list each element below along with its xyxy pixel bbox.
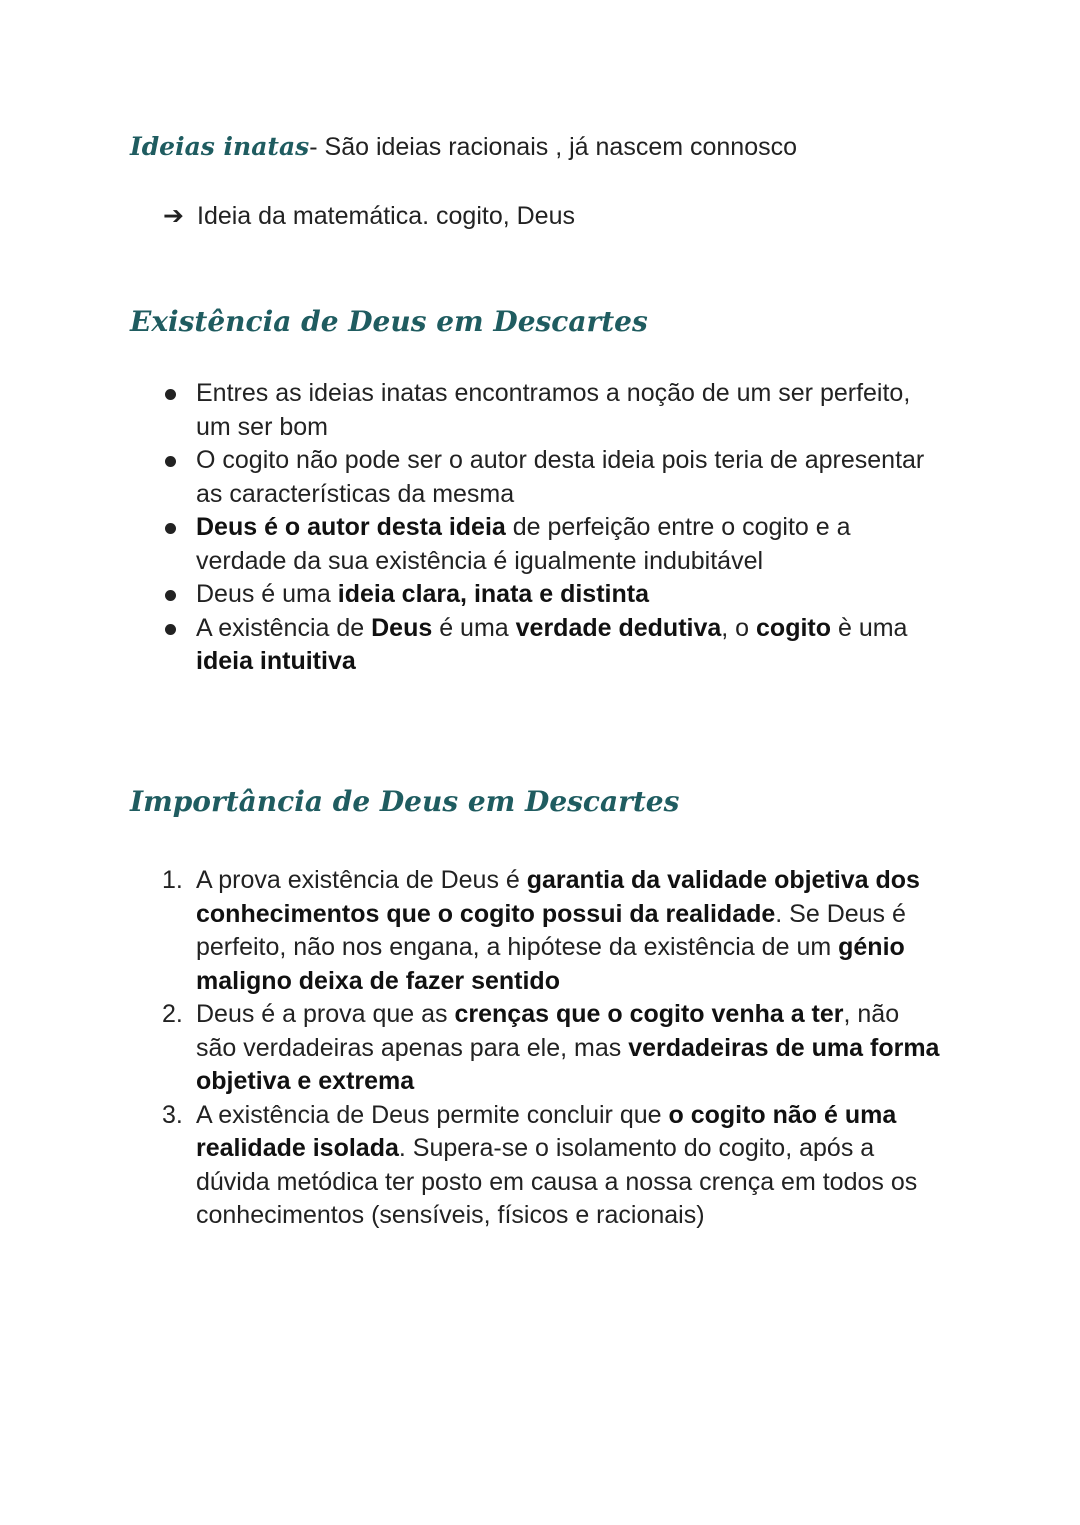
intro-line [130,130,1080,164]
text-run: Entres as ideias inatas encontramos a noção de um ser perfeito, um ser bom [196,379,911,441]
bullet-item [196,377,946,444]
numbered-item [162,864,946,998]
item-number: 1. [162,866,183,894]
bold-text: Deus [371,613,433,642]
bold-text: o cogito não é uma realidade isolada [196,1100,897,1162]
bold-text: verdadeiras de uma forma objetiva e extrema [196,1033,940,1095]
bullet-item [196,444,946,511]
bold-text: garantia da validade objetiva dos conhecimentos que o cogito possui da realidade [196,866,920,928]
bold-text: ideia clara, inata e distinta [337,580,649,608]
arrow-item-text: Ideia da matemática. cogito, Deus [197,202,575,230]
bullet-item [196,511,946,578]
text-run: Deus é uma [196,580,338,608]
bullet-list [196,377,946,679]
bullet-dot-icon [165,523,176,534]
bold-text: génio maligno deixa de fazer sentido [196,933,905,995]
text-run: , não são verdadeiras apenas para ele, mas [196,1000,900,1062]
numbered-list [162,864,946,1233]
bold-text: Deus é o autor desta ideia [196,513,506,541]
text-run: é uma [432,613,516,642]
bullet-dot-icon [165,624,176,635]
item-number: 2. [162,1000,183,1028]
arrow-list-item [163,199,1080,233]
text-run: O cogito não pode ser o autor desta ideia pois teria de apresentar as características da mesma [196,446,925,508]
intro-text: - São ideias racionais , já nascem connosco [309,133,798,161]
intro-term: Ideias inatas [130,132,310,161]
section-heading-importancia: Importância de Deus em Descartes [130,785,680,818]
bullet-dot-icon [165,389,176,400]
text-run: . Se Deus é perfeito, não nos engana, a hipótese da existência de um [196,899,906,961]
numbered-item [162,1099,946,1233]
bold-text: ideia intuitiva [196,647,356,675]
text-run: è uma [831,613,908,642]
numbered-item [162,998,946,1099]
bullet-dot-icon [165,456,176,467]
item-number: 3. [162,1100,183,1129]
text-run: A existência de [196,613,372,642]
arrow-right-icon: ➔ [163,202,184,230]
text-run: A existência de Deus permite concluir que [196,1100,669,1129]
bold-text: cogito [756,613,832,642]
bullet-item [196,612,946,679]
text-run: A prova existência de Deus é [196,866,527,894]
bullet-item [196,578,946,612]
section-heading-existencia: Existência de Deus em Descartes [130,305,648,338]
bullet-dot-icon [165,590,176,601]
text-run: de perfeição entre o cogito e a verdade da sua existência é igualmente indubitável [196,513,851,575]
bold-text: crenças que o cogito venha a ter [454,1000,844,1028]
text-run: , o [721,613,757,642]
text-run: Deus é a prova que as [196,1000,455,1028]
text-run: . Supera-se o isolamento do cogito, após a dúvida metódica ter posto em causa a nossa crença em todos os conhecimentos (sensíveis, físicos e racionais) [196,1134,918,1229]
bold-text: verdade dedutiva [515,613,722,642]
